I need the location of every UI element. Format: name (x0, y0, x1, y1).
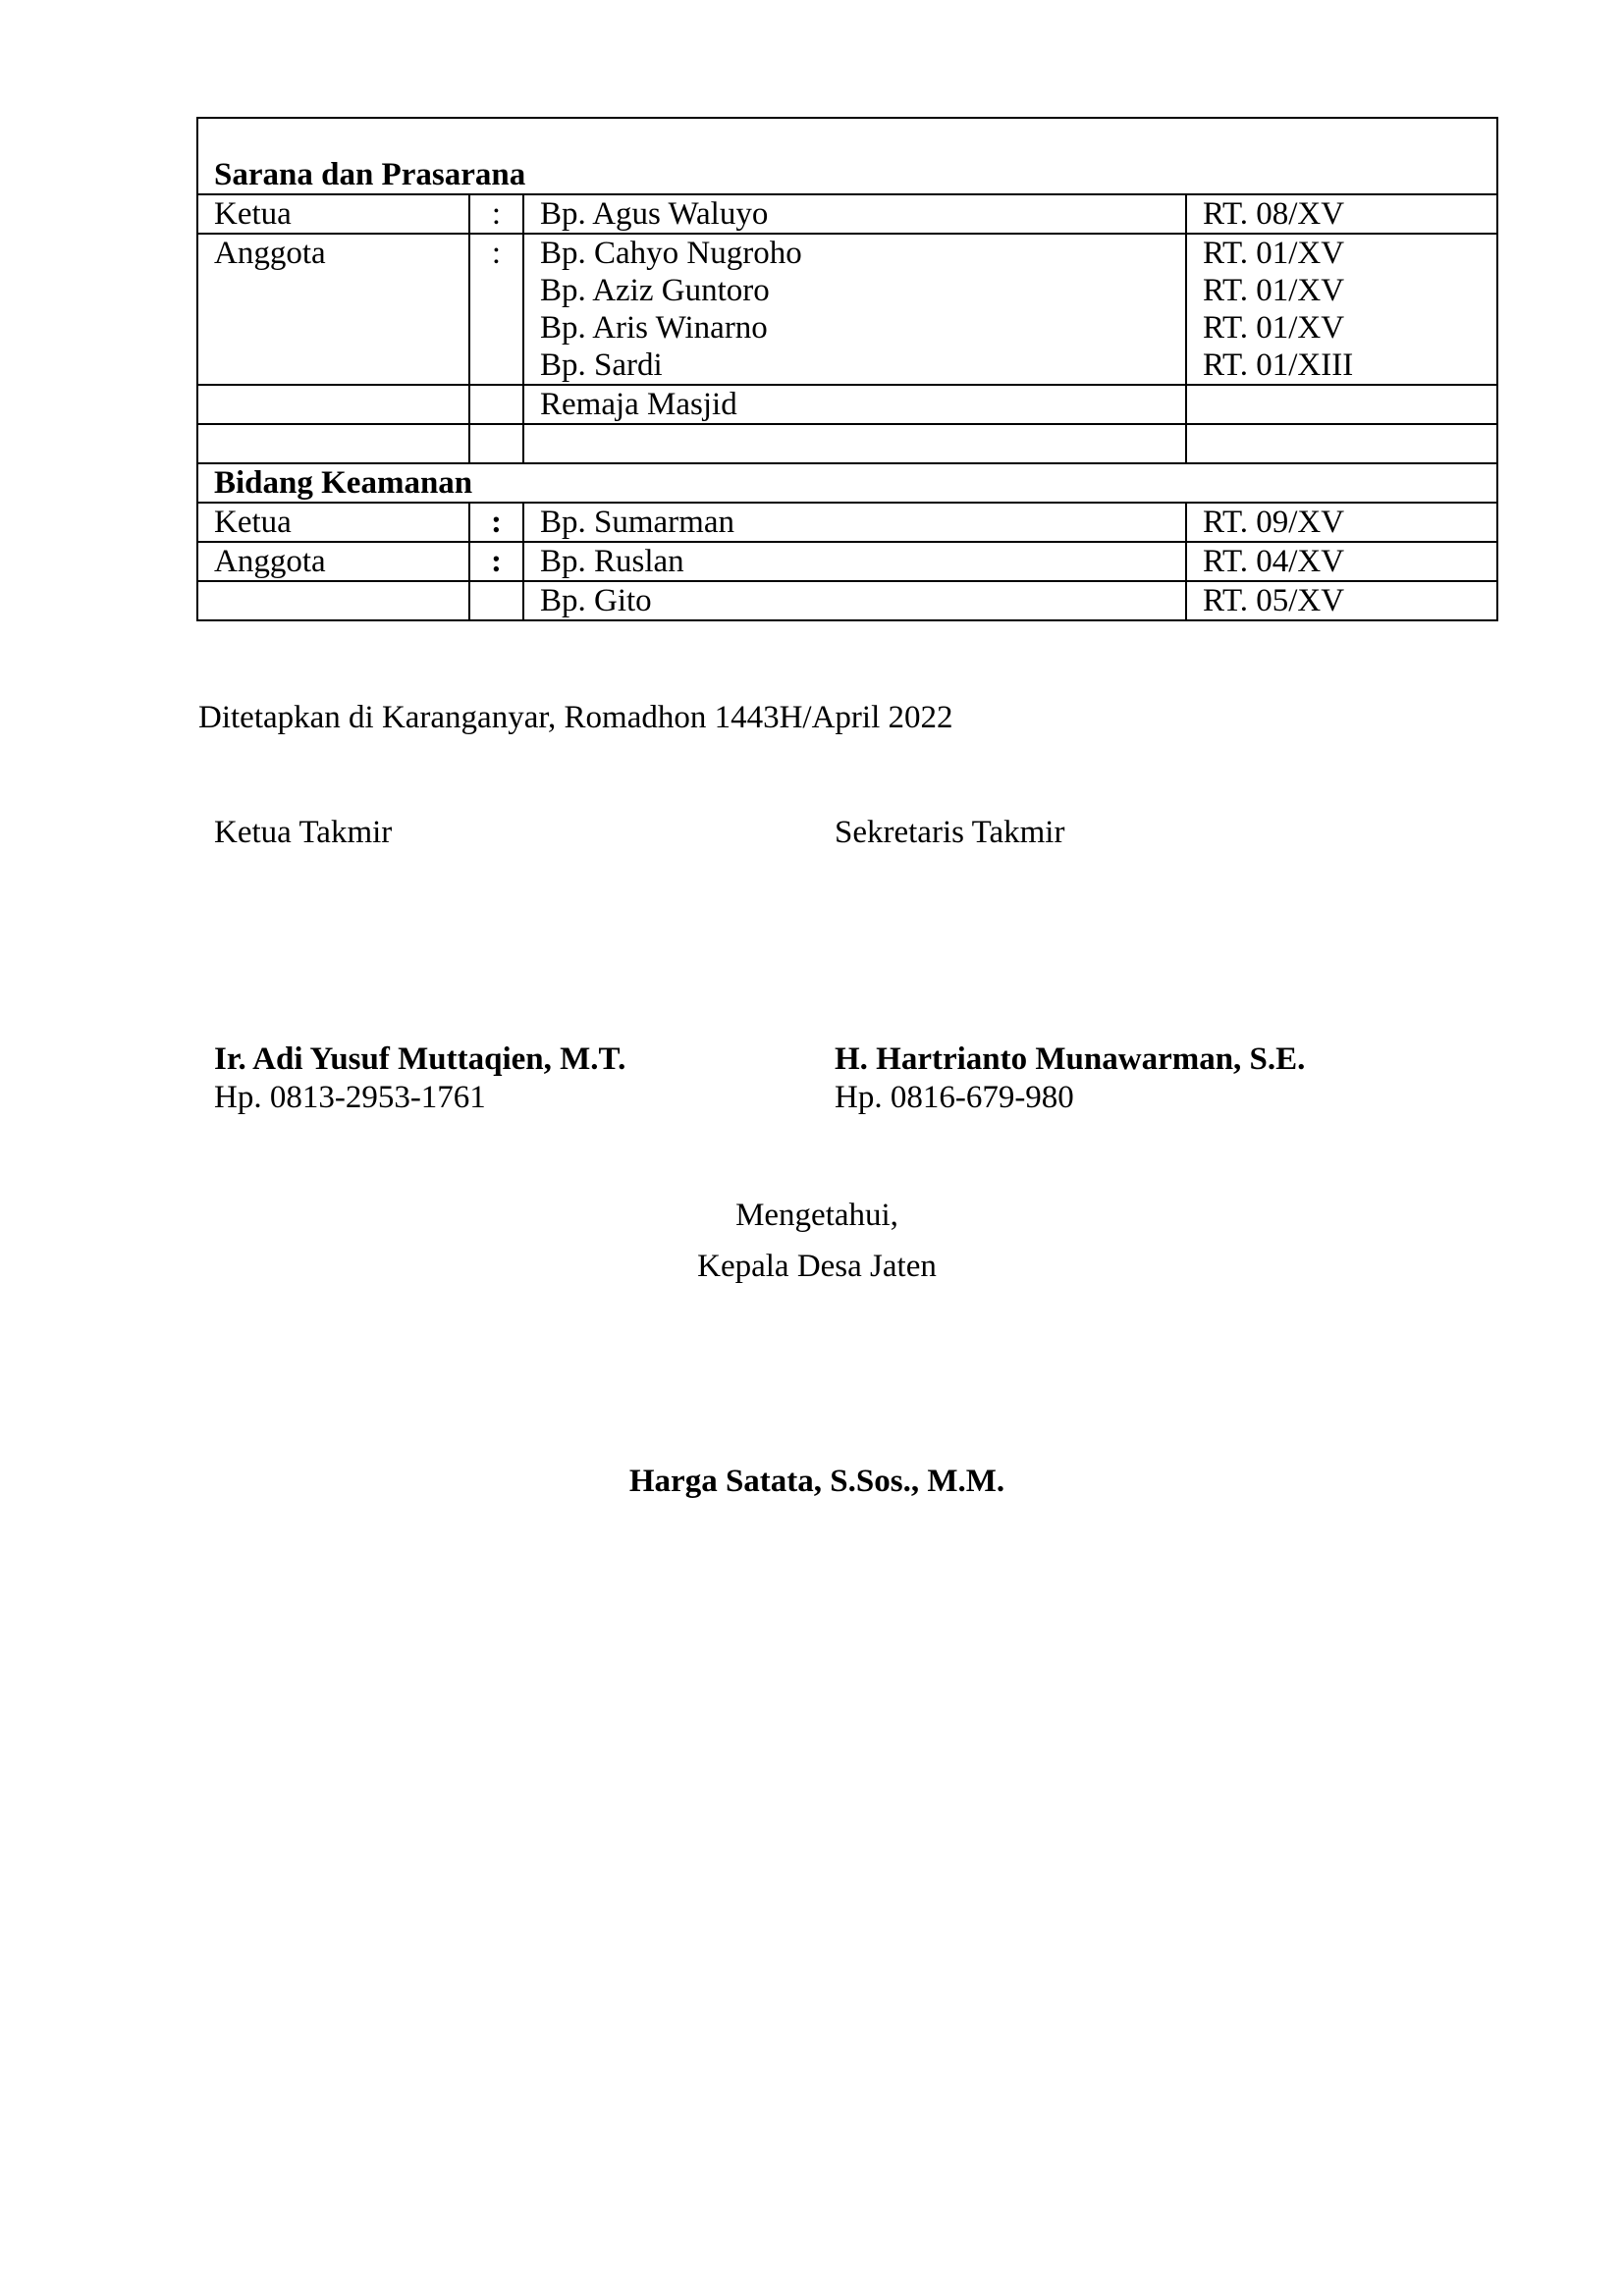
name-cell (523, 234, 1186, 385)
separator-cell (469, 424, 523, 463)
name-cell: Bp. Sumarman (523, 503, 1186, 542)
name-cell: Bp. Ruslan (523, 542, 1186, 581)
member-name: Bp. Cahyo Nugroho (540, 236, 802, 271)
committee-table (196, 117, 1498, 621)
separator-cell: : (469, 503, 523, 542)
section-row-sarana (197, 118, 1497, 194)
village-head-name: Harga Satata, S.Sos., M.M. (628, 1464, 1005, 1499)
member-name: Bp. Sardi (540, 347, 663, 383)
village-head-title: Kepala Desa Jaten (697, 1249, 937, 1284)
acknowledgement-block (0, 1190, 1624, 1292)
separator-cell (469, 385, 523, 424)
name-cell: Remaja Masjid (523, 385, 1186, 424)
section-row-keamanan (197, 463, 1497, 503)
name-cell: Bp. Agus Waluyo (523, 194, 1186, 234)
signatory-role-right: Sekretaris Takmir (835, 815, 1065, 850)
signatory-phone-right: Hp. 0816-679-980 (835, 1080, 1074, 1115)
issued-statement: Ditetapkan di Karanganyar, Romadhon 1443H/April 2022 (198, 700, 953, 735)
name-cell: Bp. Gito (523, 581, 1186, 620)
member-name: Bp. Aziz Guntoro (540, 273, 770, 308)
rt-cell: RT. 05/XV (1186, 581, 1497, 620)
signatory-role-left: Ketua Takmir (214, 815, 393, 850)
signatory-name-left: Ir. Adi Yusuf Muttaqien, M.T. (214, 1041, 626, 1077)
rt-cell (1186, 385, 1497, 424)
role-cell (197, 424, 469, 463)
role-cell (197, 385, 469, 424)
separator-cell (469, 581, 523, 620)
rt-cell: RT. 09/XV (1186, 503, 1497, 542)
role-cell (197, 581, 469, 620)
table-row (197, 542, 1497, 581)
section-heading-sarana: Sarana dan Prasarana (197, 118, 1497, 194)
member-rt: RT. 01/XIII (1203, 347, 1354, 383)
signatory-phone-left: Hp. 0813-2953-1761 (214, 1080, 486, 1115)
signatory-name-right: H. Hartrianto Munawarman, S.E. (835, 1041, 1306, 1077)
acknowledged-label: Mengetahui, (735, 1198, 898, 1233)
table-row (197, 581, 1497, 620)
section-heading-keamanan: Bidang Keamanan (197, 463, 1497, 503)
role-cell: Ketua (197, 503, 469, 542)
member-rt: RT. 01/XV (1203, 273, 1345, 308)
table-row (197, 385, 1497, 424)
rt-cell (1186, 234, 1497, 385)
member-rt: RT. 01/XV (1203, 310, 1345, 346)
rt-cell (1186, 424, 1497, 463)
role-cell: Anggota (197, 234, 469, 385)
separator-cell: : (469, 194, 523, 234)
table-row-empty (197, 424, 1497, 463)
rt-cell: RT. 08/XV (1186, 194, 1497, 234)
member-name: Bp. Aris Winarno (540, 310, 768, 346)
role-cell: Anggota (197, 542, 469, 581)
name-cell (523, 424, 1186, 463)
separator-cell: : (469, 542, 523, 581)
member-rt: RT. 01/XV (1203, 236, 1345, 271)
table-row (197, 194, 1497, 234)
table-row (197, 234, 1497, 385)
table-row (197, 503, 1497, 542)
role-cell: Ketua (197, 194, 469, 234)
rt-cell: RT. 04/XV (1186, 542, 1497, 581)
separator-cell: : (469, 234, 523, 385)
